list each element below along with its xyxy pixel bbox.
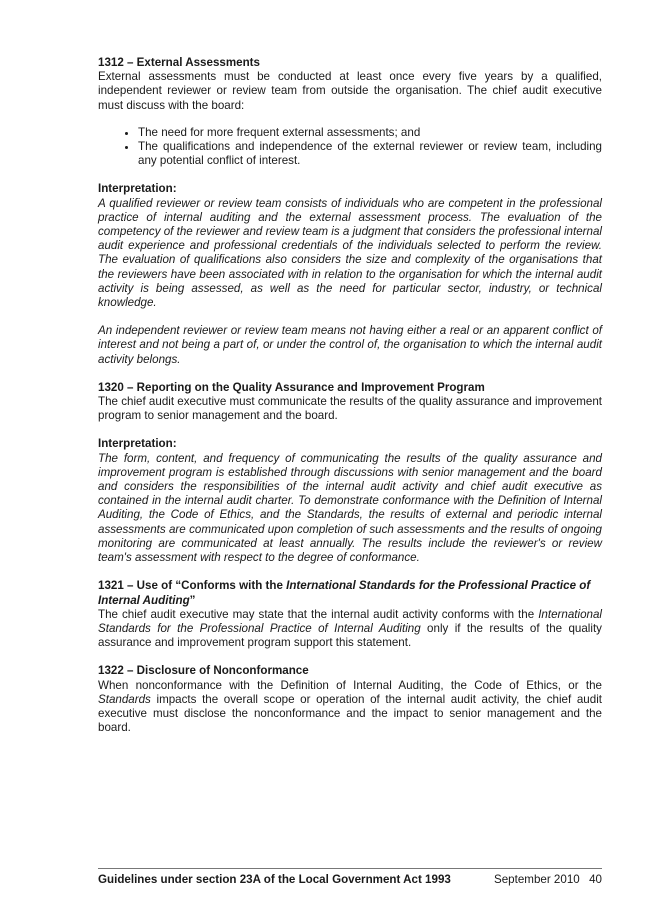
body-standards-title: International Standards for the Professional Practice of Internal Auditing [98,607,602,635]
body-standards-word: Standards [98,692,151,706]
list-item: • The qualifications and independence of the external reviewer or review team, including any potential conflict of interest. [138,140,602,168]
heading-part: 1321 – Use of “Conforms with the [98,579,287,593]
section-heading: 1320 – Reporting on the Quality Assurance and Improvement Program [98,380,485,394]
body-part: When nonconformance with the Definition of Internal Auditing, the Code of Ethics, or the [98,678,602,692]
section-1320 [98,381,602,565]
section-heading [98,579,602,607]
section-body [98,608,602,651]
interpretation-paragraph: The form, content, and frequency of communicating the results of the quality assurance and improvement program is established through discussions with senior management and the board and considers the responsibilities of the internal audit activity and chief audit executive as contained in the internal audit charter. To demonstrate conformance with the Definition of Internal Auditing, the Code of Ethics, and the Standards, the results of external and periodic internal assessments are communicated upon completion of such assessments and the results of ongoing monitoring are communicated at least annually. The results include the reviewer's or review team's assessment with respect to the degree of conformance. [98,451,602,565]
section-body [98,679,602,736]
footer-date: September 2010 [494,873,580,886]
section-body: The chief audit executive must communicate the results of the quality assurance and improvement program to senior management and the board. [98,395,602,423]
section-1312 [98,56,602,367]
body-part: only if the results of the quality assurance and improvement program support this statement. [98,621,602,650]
page-footer [98,868,602,886]
section-heading: 1312 – External Assessments [98,56,260,69]
body-part: impacts the overall scope or operation of the internal audit activity, the chief audit executive must disclose the nonconformance and the impact to senior management and the board. [98,692,602,735]
heading-part: ” [189,593,196,607]
section-1321 [98,579,602,650]
body-part: The chief audit executive may state that the internal audit activity conforms with the [98,607,539,621]
interpretation-heading: Interpretation: [98,437,177,451]
page-number: 40 [589,873,602,886]
heading-standards-title: International Standards for the Professional Practice of Internal Auditing [98,579,591,607]
interpretation-paragraph: A qualified reviewer or review team consists of individuals who are competent in the professional practice of internal auditing and the external assessment process. The evaluation of the competency of the reviewer and review team is a judgment that considers the professional internal audit experience and professional credentials of the individuals selected to perform the review. The evaluation of qualifications also considers the size and complexity of the organisations that the reviewers have been associated with in relation to the organisation for which the internal audit activity is being assessed, as well as the need for particular sector, industry, or technical knowledge. [98,196,602,310]
list-item: • The need for more frequent external assessments; and [138,126,602,140]
section-heading: 1322 – Disclosure of Nonconformance [98,664,309,678]
footer-title: Guidelines under section 23A of the Local Government Act 1993 [98,873,451,886]
section-body: External assessments must be conducted at least once every five years by a qualified, independent reviewer or review team from outside the organisation. The chief audit executive must discuss with the board: [98,70,602,112]
interpretation-paragraph: An independent reviewer or review team means not having either a real or an apparent conflict of interest and not being a part of, or under the control of, the organisation to which the internal audit activity belongs. [98,324,602,366]
interpretation-heading: Interpretation: [98,182,177,196]
section-1322 [98,664,602,735]
bullet-list [98,126,602,169]
document-page [98,56,602,735]
